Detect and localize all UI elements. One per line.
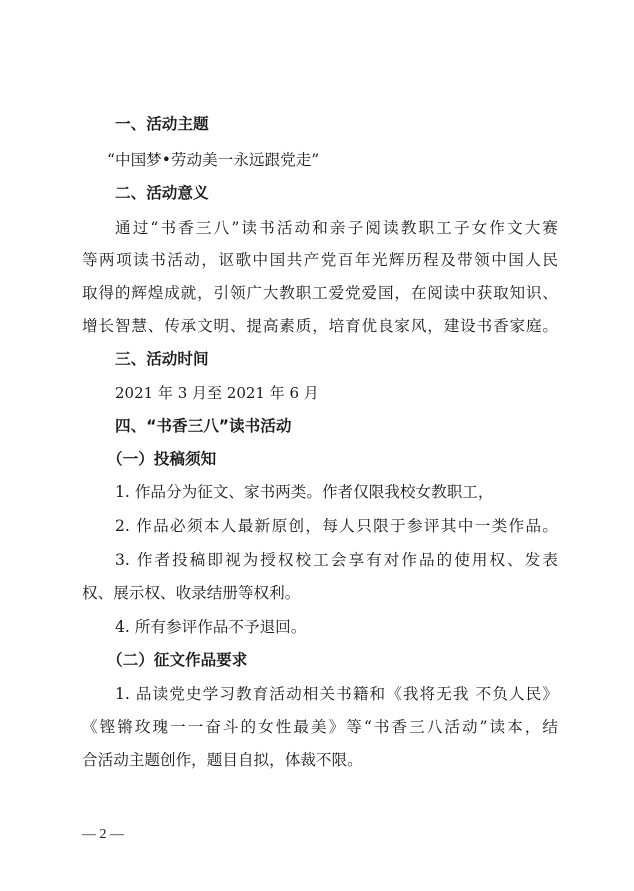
list-item: 1. 作品分为征文、家书两类。作者仅限我校女教职工，: [115, 483, 494, 501]
paragraph-line: 取得的辉煌成就，引领广大教职工爱党爱国，在阅读中获取知识、: [82, 284, 558, 302]
subheading-submission-notes: （一）投稿须知: [107, 450, 217, 468]
theme-text: “中国梦•劳动美一永远跟党走”: [107, 151, 320, 169]
section-heading-significance: 二、活动意义: [115, 184, 209, 202]
section-heading-time: 三、活动时间: [115, 350, 209, 368]
subheading-essay-requirements: （二）征文作品要求: [107, 651, 248, 669]
paragraph-line: 通过“书香三八”读书活动和亲子阅读教职工子女作文大赛: [115, 219, 558, 237]
list-item-continuation: 权、展示权、收录结册等权利。: [82, 584, 301, 602]
section-heading-theme: 一、活动主题: [115, 115, 209, 133]
list-item-continuation: 《铿锵玫瑰一一奋斗的女性最美》等“书香三八活动”读本，结: [82, 718, 558, 736]
list-item: 2. 作品必须本人最新原创，每人只限于参评其中一类作品。: [115, 517, 558, 535]
paragraph-line: 增长智慧、传承文明、提高素质，培育优良家风，建设书香家庭。: [82, 317, 558, 335]
list-item: 3. 作者投稿即视为授权校工会享有对作品的使用权、发表: [115, 551, 558, 569]
list-item-continuation: 合活动主题创作，题目自拟，体裁不限。: [82, 751, 363, 769]
section-heading-reading-activity: 四、“书香三八”读书活动: [115, 417, 292, 435]
activity-time-text: 2021 年 3 月至 2021 年 6 月: [115, 384, 319, 402]
list-item: 4. 所有参评作品不予退回。: [115, 618, 307, 636]
page-number: — 2 —: [82, 827, 124, 842]
list-item: 1. 品读党史学习教育活动相关书籍和《我将无我 不负人民》: [115, 685, 558, 703]
paragraph-line: 等两项读书活动，讴歌中国共产党百年光辉历程及带领中国人民: [82, 251, 558, 269]
